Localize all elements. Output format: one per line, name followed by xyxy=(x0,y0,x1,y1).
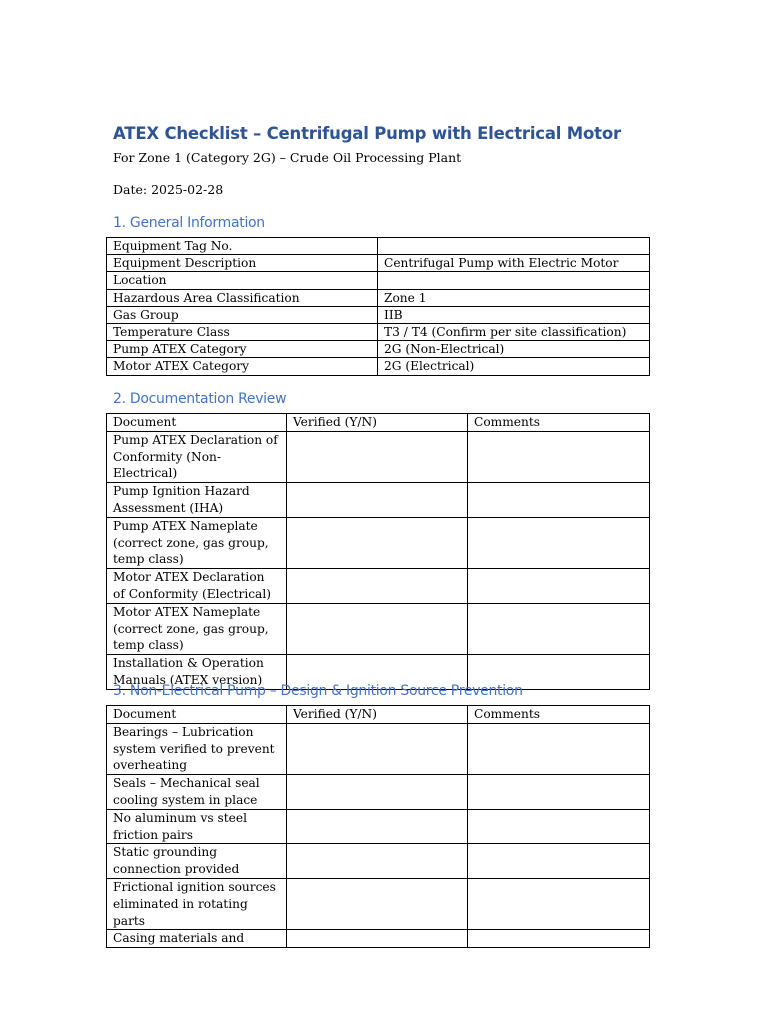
document-cell: Motor ATEX Nameplate (correct zone, gas group, temp class) xyxy=(107,603,287,654)
table-row xyxy=(107,723,650,774)
section-heading-documentation-review: 2. Documentation Review xyxy=(113,391,287,407)
comments-cell[interactable] xyxy=(468,878,650,929)
comments-cell[interactable] xyxy=(468,844,650,879)
document-cell: Frictional ignition sources eliminated in rotating parts xyxy=(107,878,287,929)
table-row xyxy=(107,775,650,810)
document-cell: Motor ATEX Declaration of Conformity (Electrical) xyxy=(107,569,287,604)
non-electrical-pump-table xyxy=(106,705,650,948)
document-cell: No aluminum vs steel friction pairs xyxy=(107,809,287,844)
document-title: ATEX Checklist – Centrifugal Pump with Electrical Motor xyxy=(113,124,621,143)
column-header: Verified (Y/N) xyxy=(287,414,468,432)
field-value[interactable]: 2G (Electrical) xyxy=(378,358,650,375)
table-header-row xyxy=(107,706,650,724)
verified-cell[interactable] xyxy=(287,930,468,948)
verified-cell[interactable] xyxy=(287,844,468,879)
document-cell: Pump ATEX Declaration of Conformity (Non-Electrical) xyxy=(107,431,287,482)
field-value[interactable]: 2G (Non-Electrical) xyxy=(378,341,650,358)
field-label: Temperature Class xyxy=(107,324,378,341)
document-cell: Installation & Operation Manuals (ATEX version) xyxy=(107,655,287,690)
section-heading-general-information: 1. General Information xyxy=(113,215,265,231)
field-label: Pump ATEX Category xyxy=(107,341,378,358)
comments-cell[interactable] xyxy=(468,930,650,948)
column-header: Comments xyxy=(468,706,650,724)
column-header: Comments xyxy=(468,414,650,432)
field-value[interactable]: T3 / T4 (Confirm per site classification) xyxy=(378,324,650,341)
document-cell: Casing materials and xyxy=(107,930,287,948)
field-label: Equipment Description xyxy=(107,255,378,272)
comments-cell[interactable] xyxy=(468,809,650,844)
field-label: Gas Group xyxy=(107,306,378,323)
field-value[interactable]: Zone 1 xyxy=(378,289,650,306)
field-label: Equipment Tag No. xyxy=(107,238,378,255)
document-cell: Static grounding connection provided xyxy=(107,844,287,879)
verified-cell[interactable] xyxy=(287,775,468,810)
field-label: Location xyxy=(107,272,378,289)
table-row xyxy=(107,878,650,929)
document-cell: Pump ATEX Nameplate (correct zone, gas group, temp class) xyxy=(107,517,287,568)
comments-cell[interactable] xyxy=(468,723,650,774)
field-value[interactable]: IIB xyxy=(378,306,650,323)
table-row xyxy=(107,844,650,879)
column-header: Document xyxy=(107,706,287,724)
document-cell: Pump Ignition Hazard Assessment (IHA) xyxy=(107,483,287,518)
verified-cell[interactable] xyxy=(287,723,468,774)
field-label: Motor ATEX Category xyxy=(107,358,378,375)
table-row xyxy=(107,930,650,948)
column-header: Verified (Y/N) xyxy=(287,706,468,724)
field-value[interactable]: Centrifugal Pump with Electric Motor xyxy=(378,255,650,272)
document-cell: Bearings – Lubrication system verified to prevent overheating xyxy=(107,723,287,774)
verified-cell[interactable] xyxy=(287,878,468,929)
date-label: Date: xyxy=(113,182,148,197)
comments-cell[interactable] xyxy=(468,775,650,810)
column-header: Document xyxy=(107,414,287,432)
document-subtitle: For Zone 1 (Category 2G) – Crude Oil Processing Plant xyxy=(113,150,462,165)
document-cell: Seals – Mechanical seal cooling system in place xyxy=(107,775,287,810)
section-heading-non-electrical-pump: 3. Non-Electrical Pump – Design & Ignition Source Prevention xyxy=(113,683,523,699)
date-value: 2025-02-28 xyxy=(151,182,224,197)
verified-cell[interactable] xyxy=(287,809,468,844)
table-row xyxy=(107,809,650,844)
field-label: Hazardous Area Classification xyxy=(107,289,378,306)
